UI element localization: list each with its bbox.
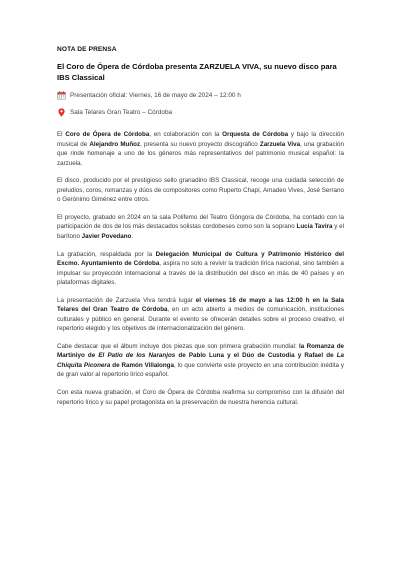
sponsor-name: Delegación Municipal de Cultura y Patrimonio Histórico del Excmo. Ayuntamiento de Córdoba [57,250,344,268]
album-name: Zarzuela Viva [259,140,301,148]
presentation-date: Presentación oficial: Viernes, 16 de mayo de 2024 – 12:00 h [70,92,241,99]
venue-line [57,108,344,117]
venue: Sala Telares Gran Teatro – Córdoba [70,109,173,116]
location-pin-icon [57,108,66,117]
baritone-name: Javier Povedano [81,232,132,240]
press-release-title: El Coro de Ópera de Córdoba presenta ZARZUELA VIVA, su nuevo disco para IBS Classical [57,62,337,82]
conductor-name: Alejandro Muñoz [89,140,141,148]
event-details: el viernes 16 de mayo a las 12:00 h en la Sala Telares del Gran Teatro de Córdoba [57,296,344,314]
paragraph-recording: El proyecto, grabado en 2024 en la sala Polifemo del Teatro Góngora de Córdoba, ha contado con la participación de dos de los más destacados solistas cordobeses como son la soprano Lucía Tavira y el barítono Javier Povedano. [57,213,345,240]
choir-name: Coro de Ópera de Córdoba [65,131,150,138]
calendar-icon [57,91,66,100]
presentation-date-line [57,91,344,100]
orchestra-name: Orquesta de Córdoba [222,131,289,138]
paragraph-closing: Con esta nueva grabación, el Coro de Ópera de Córdoba reafirma su compromiso con la difusión del repertorio lírico y su papel protagonista en la preservación de nuestra herencia cultural. [57,389,344,406]
document-label: NOTA DE PRENSA [57,46,117,53]
paragraph-intro: El Coro de Ópera de Córdoba, en colaboración con la Orquesta de Córdoba y bajo la dirección musical de Alejandro Muñoz, presenta su nuevo proyecto discográfico Zarzuela Viva, una grabación que rinde homenaje a uno de los géneros más representativos del patrimonio musical español: la zarzuela. [57,131,344,167]
soprano-name: Lucía Tavira [296,223,333,231]
paragraph-support: La grabación, respaldada por la Delegación Municipal de Cultura y Patrimonio Histórico del Excmo. Ayuntamiento de Córdoba, aspira no solo a revivir la tradición lírica nacional, sino también a impulsar su proyección internacional a través de la distribución del disco en más de 40 países y en plataformas digitales. [57,250,344,287]
paragraph-label-repertoire: El disco, producido por el prestigioso sello granadino IBS Classical, recoge una cuidada selección de preludios, coros, romanzas y dúos de compositores como Ruperto Chapí, Amadeo Vives, José Serrano o Gerónimo Giménez entre otros. [57,177,344,204]
paragraph-presentation: La presentación de Zarzuela Viva tendrá lugar el viernes 16 de mayo a las 12:00 h en la Sala Telares del Gran Teatro de Córdoba, en un acto abierto a medios de comunicación, instituciones culturales y público en general. Durante el evento se ofrecerán detalles sobre el proceso creativo, el repertorio elegido y los objetivos de internacionalización del género. [57,296,344,333]
paragraph-premieres: Cabe destacar que el álbum incluye dos piezas que son primera grabación mundial: la Romanza de Martiniyo de El Patio de los Naranjos de Pablo Luna y el Dúo de Custodia y Rafael de La Chiquita Piconera de Ramón Villalonga, lo que convierte este proyecto en una contribución inédita y de gran valor al repertorio lírico español. [57,342,345,379]
